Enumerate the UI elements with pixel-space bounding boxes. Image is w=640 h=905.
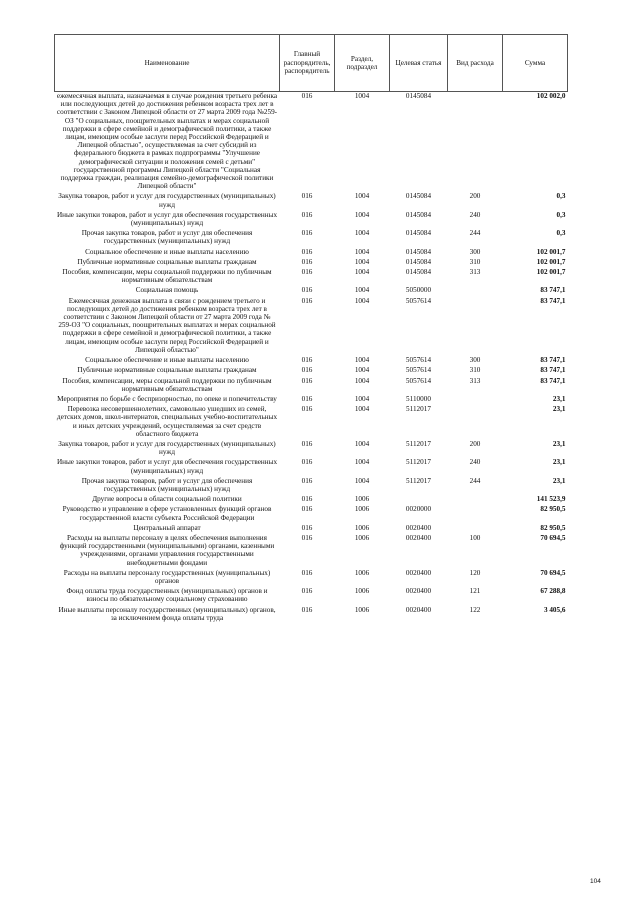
row-section-code: 1004 [354,376,370,385]
row-section-code: 1006 [354,587,370,596]
row-sum: 23,1 [552,458,566,467]
row-name: Иные закупки товаров, работ и услуг для обеспечения государственных (муниципальных) нужд [56,458,278,475]
budget-table [54,34,568,624]
row-section-code: 1004 [354,268,370,277]
row-name: Пособия, компенсации, меры социальной поддержки по публичным нормативным обязательствам [62,376,272,393]
row-admin-code: 016 [301,505,313,514]
row-sum: 70 694,5 [540,568,566,577]
row-name: Прочая закупка товаров, работ и услуг для обеспечения государственных (муниципальных) нужд [81,476,253,493]
row-sum: 83 747,1 [540,296,566,305]
row-sum: 23,1 [552,394,566,403]
row-expense-type [448,495,503,505]
table-row [55,569,568,587]
row-section-code: 1006 [354,505,370,514]
row-sum: 141 523,9 [536,495,566,504]
row-name: Прочая закупка товаров, работ и услуг для обеспечения государственных (муниципальных) нужд [81,229,253,246]
row-target-code: 0145084 [405,229,432,238]
row-section-code: 1004 [354,356,370,365]
row-name: Фонд оплаты труда государственных (муниципальных) органов и взносы по обязательному социальному страхованию [66,587,268,604]
row-expense-type: 121 [469,587,481,596]
row-admin-code: 016 [301,366,313,375]
row-sum: 23,1 [552,405,566,414]
row-expense-type: 313 [469,268,481,277]
row-expense-type: 310 [469,257,481,266]
row-sum: 83 747,1 [540,366,566,375]
row-sum: 23,1 [552,476,566,485]
row-sum: 67 288,8 [540,587,566,596]
table-row [55,440,568,458]
row-target-code: 0145084 [405,210,432,219]
row-target-code: 0145084 [405,92,432,100]
row-name: Закупка товаров, работ и услуг для государственных (муниципальных) нужд [58,439,276,457]
row-admin-code: 016 [301,296,313,305]
row-target-code: 0020400 [405,523,432,532]
row-sum: 82 950,5 [540,505,566,514]
row-section-code: 1006 [354,568,370,577]
row-target-code: 0020000 [405,505,432,514]
row-admin-code: 016 [301,247,313,256]
row-name: Иные выплаты персоналу государственных (муниципальных) органов, за исключением фонда оплаты труда [58,605,276,622]
row-name: Перевозка несовершеннолетних, самовольно ушедших из семей, детских домов, школ-интернатов, специальных учебно-воспитательных и иных детских учреждений, осуществляемая за счет средств областного бюджета [56,405,278,438]
row-name: Социальное обеспечение и иные выплаты населению [85,356,249,365]
row-expense-type: 240 [469,458,481,467]
row-admin-code: 016 [301,495,313,504]
row-sum: 23,1 [552,439,566,448]
table-row [55,505,568,523]
row-sum: 102 002,0 [536,92,566,100]
table-body [55,92,568,624]
table-row [55,229,568,247]
row-section-code: 1004 [354,257,370,266]
row-section-code: 1004 [354,247,370,256]
row-section-code: 1006 [354,495,370,504]
row-target-code [390,495,448,505]
row-admin-code: 016 [301,523,313,532]
table-row [55,395,568,405]
row-name: Мероприятия по борьбе с беспризорностью, по опеке и попечительству [57,394,277,403]
row-target-code: 5057614 [405,376,432,385]
row-admin-code: 016 [301,229,313,238]
row-name: Руководство и управление в сфере установленных функций органов государственной власти субъекта Российской Федерации [62,505,272,522]
row-target-code: 5112017 [406,476,431,485]
row-expense-type: 120 [469,568,481,577]
row-admin-code: 016 [301,257,313,266]
table-header [55,35,568,92]
row-sum: 70 694,5 [540,533,566,542]
row-name: ежемесячная выплата, назначаемая в случае рождения третьего ребенка или последующих детей до достижения ребенком возраста трех лет в соответствии с Законом Липецкой области от 27 марта 2009 года №259-ОЗ "О социальных, поощрительных выплатах и мерах социальной поддержки в сфере семейной и демографической политики, а также лицам, имеющим особые заслуги перед Российской Федерацией и Липецкой областью", осуществляемая за счет субсидий из федерального бюджета в рамках подпрограммы "Улучшение демографической ситуации и положения семей с детьми" государственной программы Липецкой области "Социальная поддержка граждан, реализация семейно-демографической политики Липецкой области" [56,92,278,191]
page-number: 104 [590,878,601,885]
row-admin-code: 016 [301,92,313,100]
row-name: Ежемесячная денежная выплата в связи с рождением третьего и последующих детей до достижения ребенком возраста трех лет в соответствии с Законом Липецкой области от 27 марта 2009 года № 259-ОЗ "О социальных, поощрительных выплатах и мерах социальной поддержки в сфере семейной и демографической политики, а также лицам, имеющим особые заслуги перед Российской Федерацией и Липецкой областью" [58,296,276,354]
row-admin-code: 016 [301,192,313,201]
row-name: Иные закупки товаров, работ и услуг для обеспечения государственных (муниципальных) нужд [56,210,278,228]
row-expense-type: 300 [469,247,481,256]
table-row [55,495,568,505]
row-section-code: 1004 [354,92,370,100]
row-section-code: 1004 [354,405,370,414]
row-admin-code: 016 [301,476,313,485]
table-row [55,458,568,476]
row-sum: 0,3 [556,192,566,201]
header-target: Целевая статья [390,35,448,92]
row-name: Расходы на выплаты персоналу государственных (муниципальных) органов [63,568,271,585]
row-section-code: 1006 [354,523,370,532]
row-section-code: 1004 [354,476,370,485]
row-expense-type [448,405,503,440]
table-row [55,534,568,569]
row-section-code: 1004 [354,229,370,238]
table-row [55,268,568,286]
row-expense-type: 300 [469,356,481,365]
row-sum: 102 001,7 [536,257,566,266]
row-expense-type: 313 [469,376,481,385]
row-name: Социальное обеспечение и иные выплаты населению [85,247,249,256]
table-row [55,587,568,605]
row-target-code: 0145084 [405,257,432,266]
row-admin-code: 016 [301,286,313,295]
header-sum: Сумма [503,35,568,92]
row-admin-code: 016 [301,587,313,596]
row-target-code: 5057614 [405,366,432,375]
row-expense-type [448,297,503,356]
row-target-code: 0020400 [405,533,432,542]
row-sum: 83 747,1 [540,376,566,385]
table-row [55,377,568,395]
row-section-code: 1004 [354,210,370,219]
header-name: Наименование [55,35,280,92]
row-section-code: 1004 [354,192,370,201]
header-admin: Главный распорядитель, распорядитель [280,35,335,92]
table-row [55,606,568,624]
row-target-code: 0145084 [405,192,432,201]
row-target-code: 0145084 [405,268,432,277]
row-target-code: 0020400 [405,605,432,614]
row-admin-code: 016 [301,210,313,219]
row-expense-type: 310 [469,366,481,375]
table-row [55,366,568,376]
row-section-code: 1006 [354,605,370,614]
table-row [55,356,568,366]
row-admin-code: 016 [301,356,313,365]
row-sum: 3 405,6 [543,605,566,614]
row-expense-type: 244 [469,476,481,485]
row-target-code: 0145084 [405,247,432,256]
row-section-code: 1004 [354,366,370,375]
row-expense-type: 100 [469,533,481,542]
row-target-code: 5112017 [406,405,431,414]
row-sum: 83 747,1 [540,356,566,365]
row-name: Центральный аппарат [133,523,201,532]
row-name: Расходы на выплаты персоналу в целях обеспечения выполнения функций государственными (муниципальными) органами, казенными учреждениями, органами управления государственными внебюджетными фондами [59,533,275,567]
row-admin-code: 016 [301,605,313,614]
row-target-code: 5057614 [405,356,432,365]
table-row [55,524,568,534]
table-row [55,286,568,296]
row-target-code: 0020400 [405,587,432,596]
row-expense-type [448,524,503,534]
table-row [55,477,568,495]
row-name: Закупка товаров, работ и услуг для государственных (муниципальных) нужд [58,192,276,209]
row-target-code: 5112017 [406,439,431,448]
row-section-code: 1004 [354,394,370,403]
row-section-code: 1004 [354,286,370,295]
row-section-code: 1004 [354,458,370,467]
row-admin-code: 016 [301,568,313,577]
row-sum: 0,3 [556,229,566,238]
table-row [55,192,568,210]
header-section: Раздел, подраздел [335,35,390,92]
row-expense-type: 200 [469,192,481,201]
table-row [55,405,568,440]
row-admin-code: 016 [301,376,313,385]
row-section-code: 1006 [354,533,370,542]
row-expense-type: 200 [469,439,481,448]
row-admin-code: 016 [301,394,313,403]
row-name: Социальная помощь [135,286,199,295]
row-target-code: 5050000 [405,286,432,295]
row-expense-type [448,395,503,405]
row-target-code: 0020400 [405,568,432,577]
row-section-code: 1004 [354,296,370,305]
row-sum: 82 950,5 [540,523,566,532]
table-row [55,258,568,268]
row-name: Пособия, компенсации, меры социальной поддержки по публичным нормативным обязательствам [62,268,272,285]
row-admin-code: 016 [301,405,313,414]
row-expense-type [448,92,503,193]
row-sum: 0,3 [556,210,566,219]
row-target-code: 5112017 [406,458,431,467]
row-name: Публичные нормативные социальные выплаты гражданам [77,257,257,266]
table-row [55,297,568,356]
table-row [55,211,568,229]
row-sum: 83 747,1 [540,286,566,295]
row-admin-code: 016 [301,268,313,277]
row-admin-code: 016 [301,439,313,448]
row-expense-type: 122 [469,605,481,614]
row-admin-code: 016 [301,533,313,542]
table-row [55,92,568,193]
row-expense-type [448,505,503,523]
row-name: Публичные нормативные социальные выплаты гражданам [77,366,257,375]
row-expense-type [448,286,503,296]
row-sum: 102 001,7 [536,268,566,277]
row-sum: 102 001,7 [536,247,566,256]
table-row [55,248,568,258]
row-name: Другие вопросы в области социальной политики [92,495,242,504]
row-target-code: 5110000 [406,394,431,403]
row-expense-type: 244 [469,229,481,238]
row-section-code: 1004 [354,439,370,448]
row-admin-code: 016 [301,458,313,467]
row-target-code: 5057614 [405,296,432,305]
header-type: Вид расхода [448,35,503,92]
row-expense-type: 240 [469,210,481,219]
